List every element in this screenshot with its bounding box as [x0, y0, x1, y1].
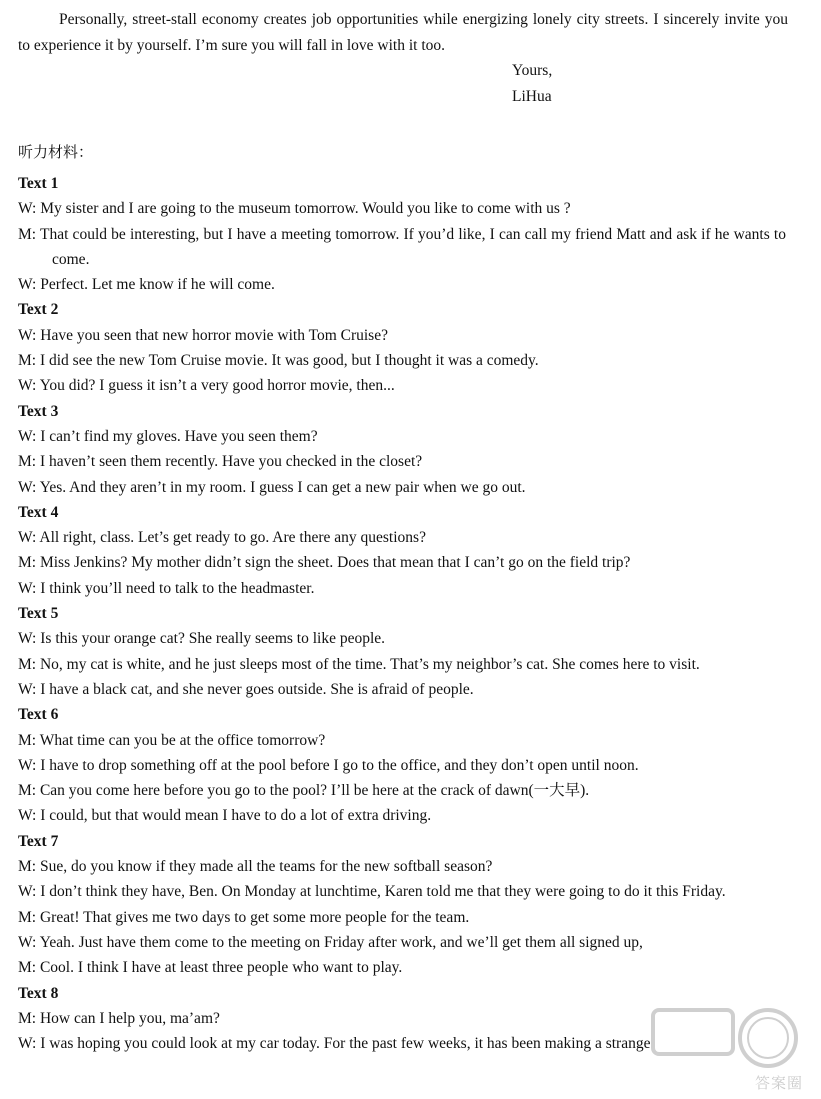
dialogue-line — [18, 753, 786, 778]
dialogue-line — [18, 373, 786, 398]
text-title: Text 7 — [18, 832, 59, 850]
dialogue-text: What time can you be at the office tomorrow? — [39, 731, 326, 749]
letter-body: Personally, street-stall economy creates job opportunities while energizing lonely city streets. I sincerely invite you to experience it by yourself. I’m sure you will fall in love with it too. — [18, 11, 788, 54]
dialogue-line — [18, 879, 786, 904]
dialogue-line — [18, 1031, 786, 1056]
dialogue-text: No, my cat is white, and he just sleeps most of the time. That’s my neighbor’s cat. She comes here to visit. — [39, 655, 700, 673]
text-title: Text 2 — [18, 301, 59, 319]
speaker-label: W: — [18, 579, 37, 597]
text-title: Text 8 — [18, 984, 59, 1002]
dialogue-line — [18, 525, 786, 550]
dialogue-text: Sue, do you know if they made all the teams for the new softball season? — [39, 858, 493, 876]
dialogue-line — [18, 348, 786, 373]
dialogue-text: I did see the new Tom Cruise movie. It was good, but I thought it was a comedy. — [39, 352, 539, 370]
speaker-label: W: — [18, 529, 37, 547]
dialogue-text: Great! That gives me two days to get some more people for the team. — [39, 908, 470, 926]
speaker-label: M: — [18, 908, 37, 926]
speaker-label: W: — [18, 377, 37, 395]
speaker-label: W: — [18, 326, 37, 344]
speaker-label: W: — [18, 478, 37, 496]
speaker-label: M: — [18, 959, 37, 977]
speaker-label: W: — [18, 756, 37, 774]
dialogue-text: I can’t find my gloves. Have you seen them? — [40, 427, 318, 445]
dialogue-line — [18, 955, 786, 980]
dialogue-text: I have a black cat, and she never goes outside. She is afraid of people. — [40, 680, 474, 698]
text-title: Text 3 — [18, 402, 59, 420]
dialogue-line — [18, 196, 786, 221]
dialogue-text: I haven’t seen them recently. Have you checked in the closet? — [39, 453, 423, 471]
dialogue-line — [18, 930, 786, 955]
watermark-text: 答案圈 — [754, 1074, 803, 1092]
dialogue-line — [18, 1006, 786, 1031]
dialogue-text: Perfect. Let me know if he will come. — [40, 276, 275, 294]
dialogue-line — [18, 449, 786, 474]
speaker-label: W: — [18, 807, 37, 825]
dialogue-line — [18, 323, 786, 348]
dialogue-line — [18, 854, 786, 879]
dialogue-text: Cool. I think I have at least three people who want to play. — [39, 959, 403, 977]
dialogue-line — [18, 550, 786, 575]
dialogue-text: I have to drop something off at the pool before I go to the office, and they don’t open until noon. — [40, 756, 639, 774]
dialogue-text: Yes. And they aren’t in my room. I guess I can get a new pair when we go out. — [39, 478, 526, 496]
speaker-label: W: — [18, 427, 37, 445]
dialogue-text: How can I help you, ma’am? — [39, 1009, 220, 1027]
speaker-label: W: — [18, 276, 37, 294]
speaker-label: M: — [18, 655, 37, 673]
dialogue-line — [18, 222, 786, 273]
speaker-label: M: — [18, 858, 37, 876]
dialogue-text: I could, but that would mean I have to do a lot of extra driving. — [40, 807, 432, 825]
dialogue-text: Miss Jenkins? My mother didn’t sign the sheet. Does that mean that I can’t go on the field trip? — [39, 554, 631, 572]
letter-closing: Yours, — [512, 62, 553, 79]
dialogue-text: I think you’ll need to talk to the headmaster. — [40, 579, 315, 597]
text-title: Text 4 — [18, 503, 59, 521]
text-title: Text 5 — [18, 605, 59, 623]
speaker-label: W: — [18, 1035, 37, 1053]
dialogue-line — [18, 652, 786, 677]
speaker-label: M: — [18, 782, 37, 800]
dialogue-line — [18, 905, 786, 930]
dialogue-text: That could be interesting, but I have a meeting tomorrow. If you’d like, I can call my friend Matt and ask if he wants to come. — [39, 225, 786, 268]
dialogue-line — [18, 728, 786, 753]
speaker-label: M: — [18, 225, 37, 243]
letter-signature: LiHua — [512, 88, 552, 105]
dialogue-text: My sister and I are going to the museum tomorrow. Would you like to come with us ? — [40, 200, 571, 218]
speaker-label: M: — [18, 352, 37, 370]
dialogue-line — [18, 475, 786, 500]
speaker-label: M: — [18, 731, 37, 749]
dialogue-line — [18, 803, 786, 828]
dialogue-line — [18, 778, 786, 803]
text-title: Text 1 — [18, 175, 59, 192]
speaker-label: W: — [18, 933, 37, 951]
speaker-label: M: — [18, 554, 37, 572]
dialogue-text: I don’t think they have, Ben. On Monday at lunchtime, Karen told me that they were going to do it this Friday. — [40, 883, 726, 901]
dialogue-text: Can you come here before you go to the pool? I’ll be here at the crack of dawn(一大早). — [39, 782, 590, 800]
dialogue-line — [18, 626, 786, 651]
speaker-label: W: — [18, 630, 37, 648]
dialogue-text: All right, class. Let’s get ready to go. Are there any questions? — [39, 529, 426, 547]
dialogue-text: Is this your orange cat? She really seems to like people. — [40, 630, 386, 648]
text-title: Text 6 — [18, 706, 59, 724]
speaker-label: W: — [18, 883, 37, 901]
dialogue-line — [18, 272, 786, 297]
dialogue-text: Have you seen that new horror movie with Tom Cruise? — [40, 326, 388, 344]
dialogue-line — [18, 677, 786, 702]
dialogue-line — [18, 424, 786, 449]
speaker-label: W: — [18, 680, 37, 698]
listening-transcript — [18, 171, 786, 1056]
speaker-label: M: — [18, 1009, 37, 1027]
dialogue-text: I was hoping you could look at my car today. For the past few weeks, it has been making a strange — [40, 1035, 651, 1053]
listening-heading: 听力材料： — [18, 143, 94, 161]
dialogue-line — [18, 576, 786, 601]
dialogue-text: You did? I guess it isn’t a very good horror movie, then... — [39, 377, 395, 395]
speaker-label: M: — [18, 453, 37, 471]
speaker-label: W: — [18, 200, 37, 218]
dialogue-text: Yeah. Just have them come to the meeting on Friday after work, and we’ll get them all signed up, — [39, 933, 643, 951]
